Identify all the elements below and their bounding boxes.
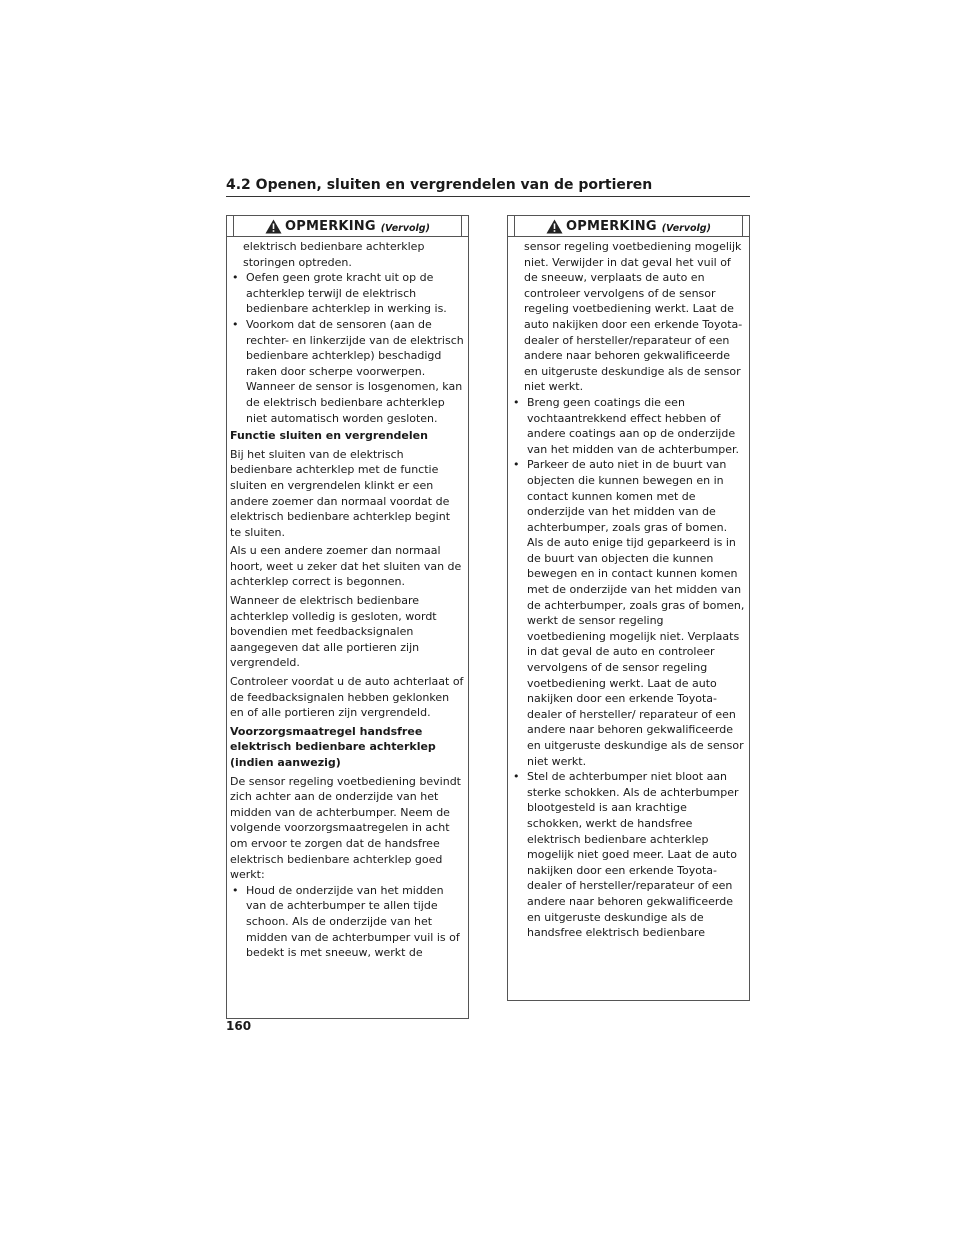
- notice-title-bar: [227, 216, 468, 237]
- paragraph: Wanneer de elektrisch bedienbare achterklep volledig is gesloten, wordt bovendien met feedbacksignalen aangegeven dat alle portieren zijn vergrendeld.: [230, 594, 437, 670]
- list-item: • Parkeer de auto niet in de buurt van objecten die kunnen bewegen en in contact kunnen komen met de onderzijde van het midden van de achterbumper, zoals gras of bomen. Als de auto enige tijd geparkeerd is in de buurt van objecten die kunnen bewegen en in contact kunnen komen met de onderzijde van het midden van de achterbumper, zoals gras of bomen, werkt de sensor regeling voetbediening mogelijk niet. Verplaats in dat geval de auto en controleer vervolgens of de sensor regeling voetbediening werkt. Laat de auto nakijken door een erkende Toyota-dealer of hersteller/ reparateur of een andere naar behoren gekwalificeerde en uitgeruste deskundige als de sensor niet werkt.: [511, 457, 745, 769]
- continuation-text: elektrisch bedienbare achterklep storingen optreden.: [243, 240, 425, 269]
- page-number: 160: [226, 1019, 252, 1033]
- paragraph: Als u een andere zoemer dan normaal hoort, weet u zeker dat het sluiten van de achterklep correct is begonnen.: [230, 544, 462, 589]
- title-divider: [233, 216, 234, 236]
- notice-title: OPMERKING: [566, 218, 657, 234]
- continuation-text: sensor regeling voetbediening mogelijk niet. Verwijder in dat geval het vuil of de sneeuw, verplaats de auto en controleer vervolgens of de sensor regeling voetbediening werkt. Laat de auto nakijken door een erkende Toyota-dealer of hersteller/reparateur of een andere naar behoren gekwalificeerde en uitgeruste deskundige als de sensor niet werkt.: [524, 240, 743, 394]
- bullet-list: [230, 270, 464, 426]
- notice-subtitle: (Vervolg): [661, 222, 711, 234]
- warning-icon: [265, 219, 282, 234]
- list-item: • Stel de achterbumper niet bloot aan sterke schokken. Als de achterbumper blootgesteld is aan krachtige schokken, werkt de handsfree elektrisch bedienbare achterklep mogelijk niet goed meer. Laat de auto nakijken door een erkende Toyota-dealer of hersteller/reparateur of een andere naar behoren gekwalificeerde en uitgeruste deskundige als de handsfree elektrisch bedienbare: [511, 769, 745, 941]
- paragraph: De sensor regeling voetbediening bevindt zich achter aan de onderzijde van het midden van de achterbumper. Neem de volgende voorzorgsmaatregelen in acht om ervoor te zorgen dat de handsfree elektrisch bedienbare achterklep goed werkt:: [230, 774, 461, 882]
- paragraph: Controleer voordat u de auto achterlaat of de feedbacksignalen hebben geklonken en of alle portieren zijn vergrendeld.: [230, 675, 464, 720]
- list-item: • Houd de onderzijde van het midden van de achterbumper te allen tijde schoon. Als de onderzijde van het midden van de achterbumper vuil is of bedekt is met sneeuw, werkt de: [230, 883, 464, 961]
- list-item: • Breng geen coatings die een vochtaantrekkend effect hebben of andere coatings aan op de onderzijde van het midden van de achterbumper.: [511, 395, 745, 457]
- paragraph: Bij het sluiten van de elektrisch bedienbare achterklep met de functie sluiten en vergrendelen klinkt er een andere zoemer dan normaal voordat de elektrisch bedienbare achterklep begint te sluiten.: [230, 447, 451, 539]
- title-divider: [742, 216, 743, 236]
- subheading: Functie sluiten en vergrendelen: [230, 429, 428, 443]
- notice-box-left: [226, 215, 469, 1019]
- list-item: • Oefen geen grote kracht uit op de achterklep terwijl de elektrisch bedienbare achterklep in werking is.: [230, 270, 464, 317]
- notice-box-right: [507, 215, 750, 1001]
- bullet-list: [230, 883, 464, 961]
- notice-title-bar: [508, 216, 749, 237]
- bullet-list: [511, 395, 745, 941]
- notice-subtitle: (Vervolg): [380, 222, 430, 234]
- warning-icon: [546, 219, 563, 234]
- notice-content: [508, 237, 749, 941]
- section-header: 4.2 Openen, sluiten en vergrendelen van de portieren: [226, 177, 750, 197]
- notice-title: OPMERKING: [285, 218, 376, 234]
- list-item: • Voorkom dat de sensoren (aan de rechter- en linkerzijde van de elektrisch bedienbare achterklep) beschadigd raken door scherpe voorwerpen. Wanneer de sensor is losgenomen, kan de elektrisch bedienbare achterklep niet automatisch worden gesloten.: [230, 317, 464, 426]
- notice-content: [227, 237, 468, 961]
- subheading: Voorzorgsmaatregel handsfree elektrisch bedienbare achterklep (indien aanwezig): [230, 724, 436, 769]
- title-divider: [461, 216, 462, 236]
- title-divider: [514, 216, 515, 236]
